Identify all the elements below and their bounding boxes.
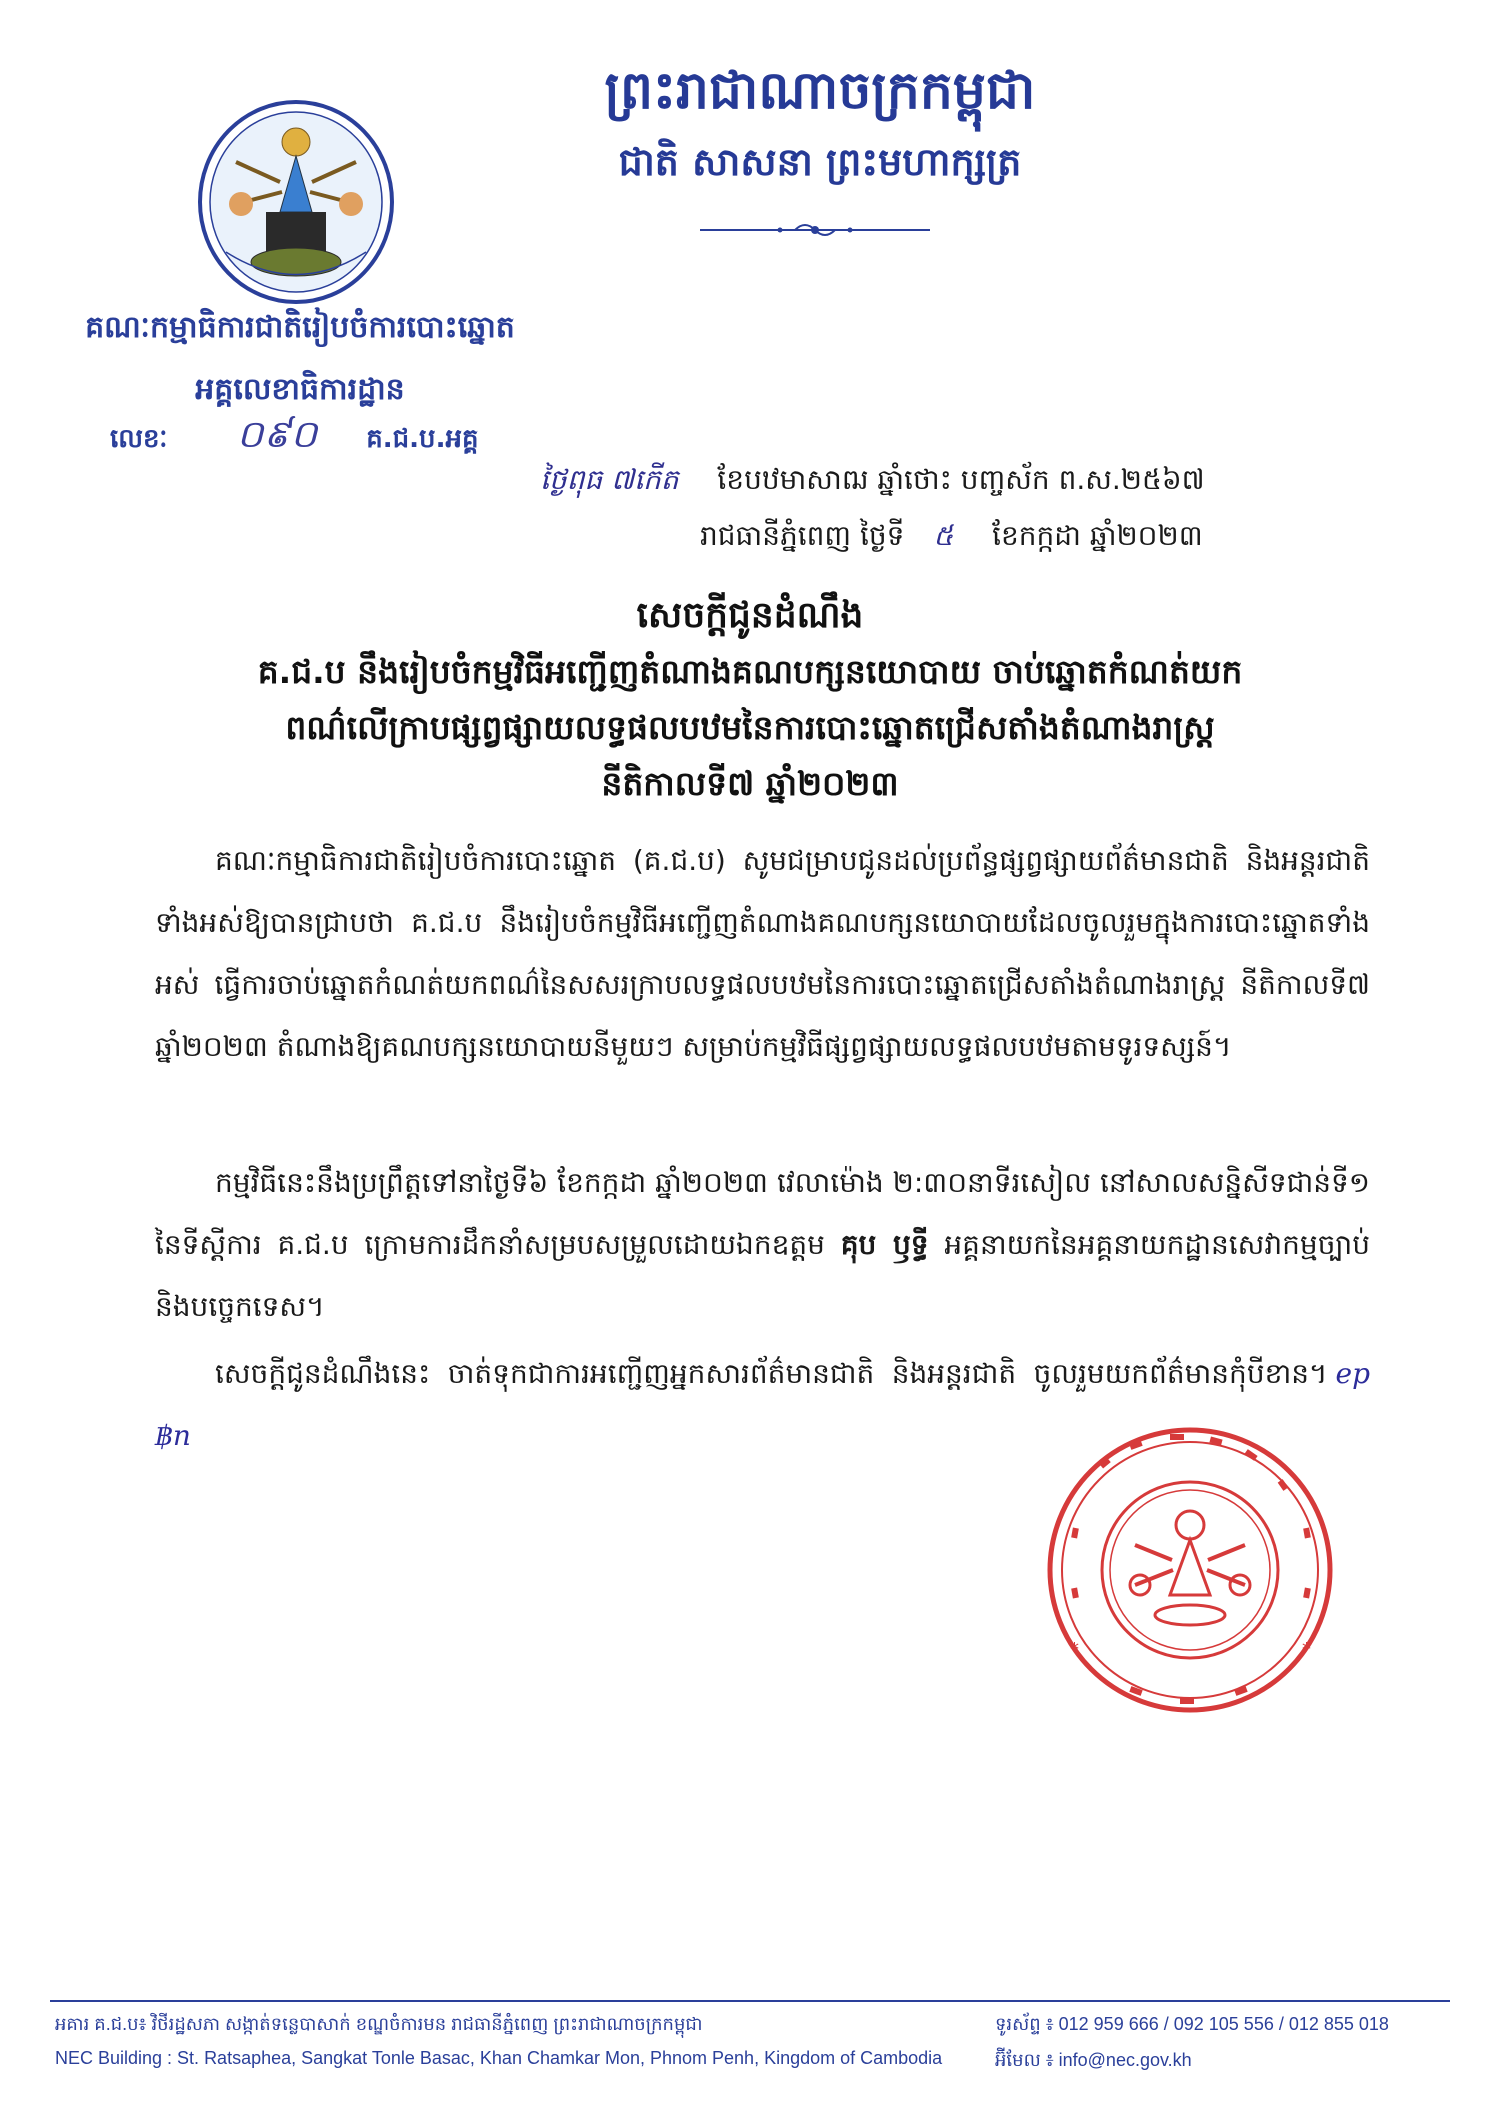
agency-line-2: អគ្គលេខាធិការដ្ឋាន <box>195 372 405 407</box>
reference-number <box>110 410 510 466</box>
ornament-divider <box>700 218 930 242</box>
lunar-date <box>540 462 1460 503</box>
footer-email <box>995 2048 1455 2075</box>
paragraph-3-body: សេចក្តីជូនដំណឹងនេះ ចាត់ទុកជាការអញ្ជើញអ្នកសារព័ត៌មានជាតិ និងអន្តរជាតិ ចូលរួមយកព័ត៌មានកុំបីខាន។ <box>215 1357 1328 1390</box>
paragraph-2-text <box>155 1152 1370 1338</box>
paragraph-1 <box>155 830 1370 1078</box>
place-date <box>700 518 1460 559</box>
svg-text:*: * <box>1302 1639 1311 1660</box>
kingdom-title: ព្រះរាជាណាចក្រកម្ពុជា <box>604 60 1036 121</box>
email-label: អ៊ីមែល ៖ <box>995 2050 1054 2070</box>
footer-address-khmer: អគារ គ.ជ.ប៖ វិថីរដ្ឋសភា សង្កាត់ទន្លេបាសាក់ ខណ្ឌចំការមន រាជធានីភ្នំពេញ ព្រះរាជាណាចក្រកម្ពុជា <box>55 2014 703 2034</box>
official-name: គុប ឫទ្ធី <box>840 1228 929 1261</box>
paragraph-1-text: គណៈកម្មាធិការជាតិរៀបចំការបោះឆ្នោត (គ.ជ.ប) សូមជម្រាបជូនដល់ប្រព័ន្ធផ្សព្វផ្សាយព័ត៌មានជាតិ និងអន្តរជាតិទាំងអស់ឱ្យបានជ្រាបថា គ.ជ.ប នឹងរៀបចំកម្មវិធីអញ្ជើញតំណាងគណបក្សនយោបាយដែលចូលរួមក្នុងការបោះឆ្នោតទាំងអស់ ធ្វើការចាប់ឆ្នោតកំណត់យកពណ៌នៃសសរក្រាបលទ្ធផលបឋមនៃការបោះឆ្នោតជ្រើសតាំងតំណាងរាស្ត្រ នីតិកាលទី៧ ឆ្នាំ២០២៣ តំណាងឱ្យគណបក្សនយោបាយនីមួយៗ សម្រាប់កម្មវិធីផ្សព្វផ្សាយលទ្ធផលបឋមតាមទូរទស្សន៍។ <box>155 844 1370 1063</box>
phone-label: ទូរស័ព្ទ ៖ <box>995 2014 1054 2034</box>
paragraph-2 <box>155 1152 1370 1338</box>
footer-address-english: NEC Building : St. Ratsaphea, Sangkat Tonle Basac, Khan Chamkar Mon, Phnom Penh, Kingdom of Cambodia <box>55 2048 943 2068</box>
title-line-2: គ.ជ.ប នឹងរៀបចំកម្មវិធីអញ្ជើញតំណាងគណបក្សនយោបាយ ចាប់ឆ្នោតកំណត់យក <box>257 652 1243 691</box>
agency-line-1: គណៈកម្មាធិការជាតិរៀបចំការបោះឆ្នោត <box>85 310 515 345</box>
email-address[interactable]: info@nec.gov.kh <box>1058 2050 1192 2070</box>
day-handwritten: ៥ <box>933 519 954 552</box>
paragraph-2-after: អគ្គនាយកនៃអគ្គនាយកដ្ឋានសេវាកម្មច្បាប់ និងបច្ចេកទេស។ <box>155 1228 1371 1323</box>
official-red-seal <box>1040 1420 1340 1720</box>
month-year: ខែកក្កដា ឆ្នាំ២០២៣ <box>992 519 1203 552</box>
place-date-prefix: រាជធានីភ្នំពេញ ថ្ងៃទី <box>700 519 905 552</box>
footer-phone <box>995 2012 1455 2039</box>
ref-code: គ.ជ.ប.អគ្គ <box>366 424 479 454</box>
handwritten-initials: ep ฿n <box>155 1357 1370 1452</box>
ref-label: លេខៈ <box>110 424 168 454</box>
title-line-3: ពណ៌លើក្រាបផ្សព្វផ្សាយលទ្ធផលបឋមនៃការបោះឆ្នោតជ្រើសតាំងតំណាងរាស្ត្រ <box>285 708 1215 747</box>
title-line-1: សេចក្តីជូនដំណឹង <box>636 595 864 636</box>
footer-divider <box>50 2000 1450 2002</box>
svg-text:*: * <box>1070 1639 1079 1660</box>
nec-emblem-logo <box>196 92 396 332</box>
phone-numbers: 012 959 666 / 092 105 556 / 012 855 018 <box>1058 2014 1389 2034</box>
title-line-4: នីតិកាលទី៧ ឆ្នាំ២០២៣ <box>601 764 899 803</box>
paragraph-2-before: កម្មវិធីនេះនឹងប្រព្រឹត្តទៅនាថ្ងៃទី៦ ខែកក្កដា ឆ្នាំ២០២៣ វេលាម៉ោង ២:៣០នាទីរសៀល នៅសាលសន្និសីទជាន់ទី១ នៃទីស្តីការ គ.ជ.ប ក្រោមការដឹកនាំសម្របសម្រួលដោយឯកឧត្តម <box>155 1166 1370 1261</box>
lunar-date-rest: ខែបឋមាសាឍ ឆ្នាំថោះ បញ្ចស័ក ព.ស.២៥៦៧ <box>717 463 1205 496</box>
lunar-date-handwritten: ថ្ងៃពុធ ៧កើត <box>540 463 679 496</box>
national-motto: ជាតិ សាសនា ព្រះមហាក្សត្រ <box>618 139 1022 184</box>
agency-name <box>50 308 550 414</box>
ref-number: ០៩០ <box>236 412 318 456</box>
notice-title <box>80 588 1420 812</box>
